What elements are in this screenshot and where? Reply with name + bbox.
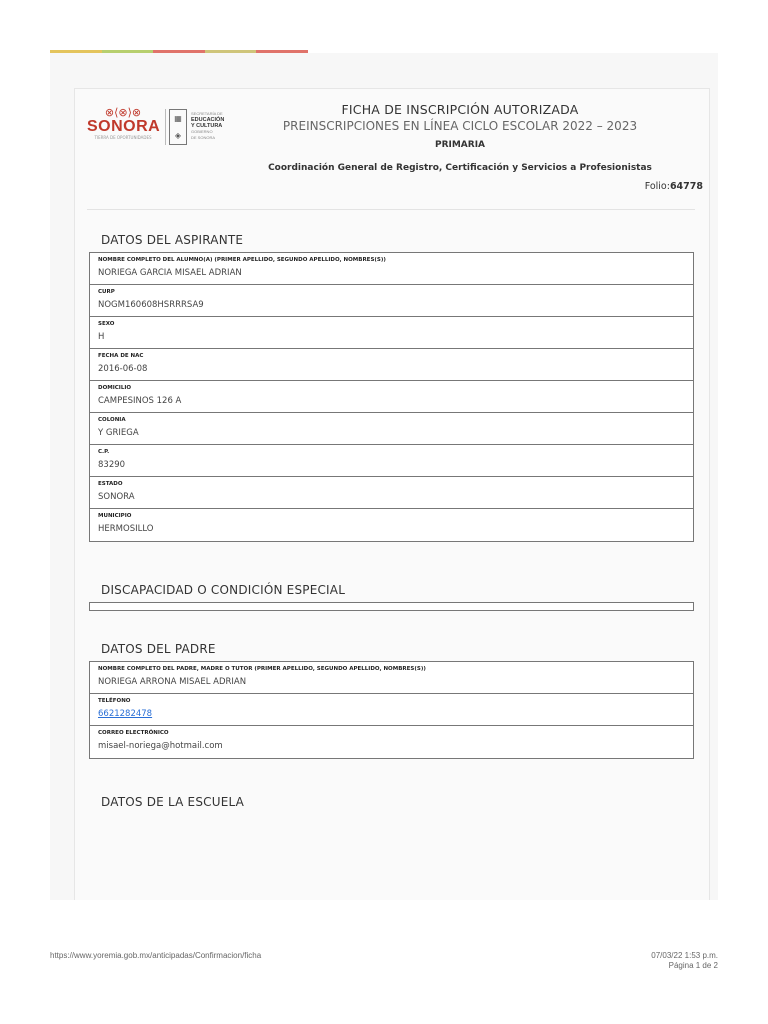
sec-gov-2: DE SONORA (191, 135, 216, 140)
registration-form-card (74, 88, 710, 900)
field-row (90, 349, 693, 381)
phone-link[interactable]: 6621282478 (98, 709, 153, 719)
field-row (90, 477, 693, 509)
field-label: MUNICIPIO (98, 513, 132, 519)
sec-logo-text (191, 111, 224, 141)
field-row (90, 509, 693, 541)
field-value: misael-noriega@hotmail.com (98, 741, 223, 751)
field-row (90, 662, 693, 694)
sonora-logo (87, 107, 159, 147)
field-label: ESTADO (98, 481, 123, 487)
field-value: CAMPESINOS 126 A (98, 396, 182, 406)
discapacidad-empty-box (89, 602, 694, 611)
coordination-text: Coordinación General de Registro, Certificación y Servicios a Profesionistas (268, 163, 652, 173)
section-discapacidad (89, 582, 694, 611)
field-value: SONORA (98, 492, 135, 502)
sonora-logo-word: SONORA (87, 118, 161, 135)
header-block (225, 101, 695, 152)
field-label: CORREO ELECTRÓNICO (98, 730, 169, 736)
field-value: NOGM160608HSRRRSA9 (98, 300, 204, 310)
field-label: SEXO (98, 321, 115, 327)
footer-datetime: 07/03/22 1:53 p.m. (651, 951, 718, 960)
field-value: NORIEGA ARRONA MISAEL ADRIAN (98, 677, 247, 687)
sec-line-1: EDUCACIÓN (191, 117, 225, 123)
page-card (50, 53, 718, 900)
sec-line-2: Y CULTURA (191, 123, 223, 129)
aspirante-fields (89, 252, 694, 542)
field-label: TELÉFONO (98, 698, 131, 704)
footer-meta (651, 951, 718, 971)
field-label: FECHA DE NAC (98, 353, 144, 359)
sec-small-label: SECRETARÍA DE (191, 111, 223, 116)
section-aspirante (89, 232, 694, 542)
school-level: PRIMARIA (434, 140, 486, 150)
field-value: 2016-06-08 (98, 364, 148, 374)
field-value: NORIEGA GARCIA MISAEL ADRIAN (98, 268, 242, 278)
folio-value: 64778 (669, 181, 703, 192)
field-row (90, 381, 693, 413)
section-title: DISCAPACIDAD O CONDICIÓN ESPECIAL (101, 583, 346, 597)
page-title: FICHA DE INSCRIPCIÓN AUTORIZADA (341, 102, 579, 117)
section-padre (89, 641, 694, 759)
field-value: 83290 (98, 460, 126, 470)
section-escuela (89, 794, 694, 810)
logo-area (87, 107, 237, 147)
field-row (90, 317, 693, 349)
section-title: DATOS DEL ASPIRANTE (101, 233, 244, 247)
field-label: CURP (98, 289, 115, 295)
section-title: DATOS DEL PADRE (101, 642, 216, 656)
footer-page-number: Página 1 de 2 (668, 961, 718, 970)
header-divider (87, 209, 695, 210)
page-subtitle: PREINSCRIPCIONES EN LÍNEA CICLO ESCOLAR 2022 – 2023 (282, 119, 638, 133)
field-row (90, 413, 693, 445)
logo-divider (165, 109, 166, 145)
field-value: Y GRIEGA (98, 428, 139, 438)
field-label: NOMBRE COMPLETO DEL ALUMNO(A) (PRIMER APELLIDO, SEGUNDO APELLIDO, NOMBRES(S)) (98, 257, 386, 263)
sonora-logo-glyphs: ⊗⟨⊗⟩⊗ (104, 106, 142, 119)
footer-url: https://www.yoremia.gob.mx/anticipadas/Confirmacion/ficha (50, 951, 262, 960)
field-row (90, 726, 693, 758)
sonora-logo-tagline: TIERRA DE OPORTUNIDADES (94, 135, 152, 140)
field-label: C.P. (98, 449, 110, 455)
field-row (90, 445, 693, 477)
field-label: COLONIA (98, 417, 126, 423)
section-title: DATOS DE LA ESCUELA (101, 795, 245, 809)
field-row (90, 694, 693, 726)
field-value: HERMOSILLO (98, 524, 154, 534)
field-value: H (98, 332, 105, 342)
padre-fields (89, 661, 694, 759)
sec-gov-1: GOBIERNO (191, 129, 213, 134)
field-label: NOMBRE COMPLETO DEL PADRE, MADRE O TUTOR (PRIMER APELLIDO, SEGUNDO APELLIDO, NOMBRES(S)) (98, 666, 426, 672)
field-row (90, 285, 693, 317)
folio (645, 181, 703, 192)
folio-label: Folio: (644, 181, 670, 192)
field-label: DOMICILIO (98, 385, 132, 391)
field-row (90, 253, 693, 285)
coat-of-arms-icon: ▦ ◈ (169, 109, 187, 145)
